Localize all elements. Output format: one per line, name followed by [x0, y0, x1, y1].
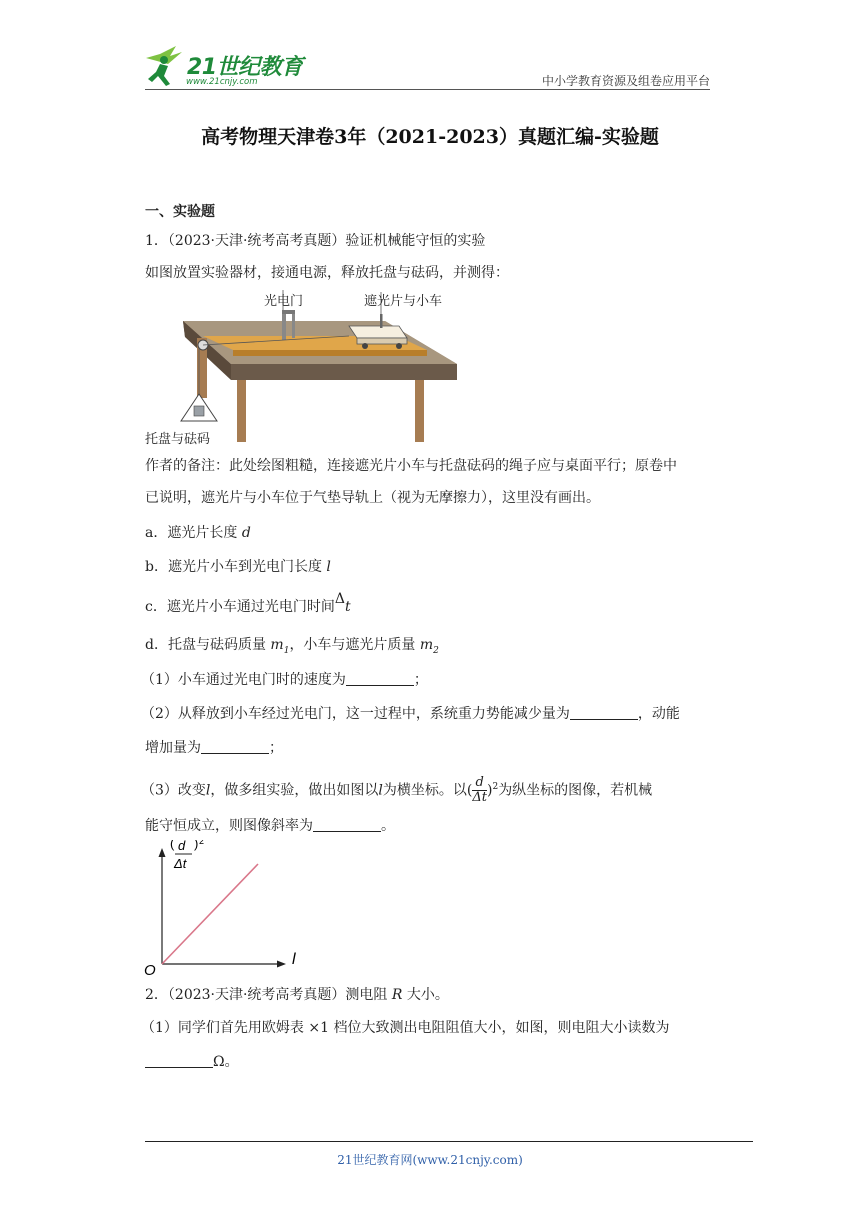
sub2-text: （2）从释放到小车经过光电门，这一过程中，系统重力势能减少量为 — [141, 706, 570, 722]
item-d-text: d．托盘与砝码质量 — [145, 637, 266, 653]
answer-blank-1[interactable] — [346, 671, 414, 686]
l-graph — [140, 840, 310, 984]
sub2-line2-post: ； — [269, 740, 283, 756]
frac-den: Δt — [472, 790, 487, 805]
y-paren-open: ( — [170, 840, 175, 851]
answer-blank-4[interactable] — [313, 817, 381, 832]
answer-blank-3[interactable] — [201, 739, 269, 754]
var-delta: Δ — [334, 591, 345, 607]
sub-2: 2 — [433, 645, 439, 656]
frac-num: d — [472, 776, 487, 791]
sub1-text: （1）小车通过光电门时的速度为 — [141, 672, 346, 688]
platform-label: 中小学教育资源及组卷应用平台 — [541, 74, 710, 88]
q2-source — [145, 985, 449, 1005]
q1-item-a — [145, 523, 251, 543]
page-title: 高考物理天津卷3年（2021-2023）真题汇编-实验题 — [201, 126, 659, 148]
logo-icon — [140, 44, 188, 92]
sub-1: 1 — [283, 645, 290, 656]
sub1-post: ； — [413, 672, 428, 688]
q1-sub3: （3）改变l，做多组实验，做出如图以l为横坐标。以( $\frac{d}{\Delta t}$ )$^2$为纵坐标的图像，若机械 — [141, 775, 653, 805]
q1-sub2 — [141, 704, 680, 724]
var-l: l — [326, 559, 331, 575]
sub3-text: （3）改变 — [141, 782, 206, 799]
item-d-mid: ，小车与遮光片质量 — [289, 637, 416, 653]
footer-text: 21世纪教育网(www.21cnjy.com) — [337, 1153, 523, 1167]
y-paren-close: ) — [194, 840, 199, 851]
item-c-text: c．遮光片小车通过光电门时间 — [145, 599, 335, 615]
q1-intro: 如图放置实验器材，接通电源，释放托盘与砝码，并测得： — [145, 265, 509, 281]
q1-note-line1: 作者的备注：此处绘图粗糙，连接遮光片小车与托盘砝码的绳子应与桌面平行；原卷中 — [145, 458, 677, 474]
gate-label: 光电门 — [264, 294, 304, 309]
var-m2: m — [419, 637, 434, 653]
q1-note-line2: 已说明，遮光片与小车位于气垫导轨上（视为无摩擦力），这里没有画出。 — [145, 490, 600, 506]
q2-unit: Ω。 — [213, 1054, 239, 1070]
sub3-post: 为纵坐标的图像，若机械 — [498, 782, 653, 799]
var-R: R — [391, 987, 403, 1003]
sub2-line2-text: 增加量为 — [145, 740, 201, 756]
origin-label: O — [144, 962, 156, 979]
q2-source-post: 大小。 — [406, 987, 449, 1003]
var-l-3: l — [378, 782, 383, 799]
answer-blank-2[interactable] — [570, 705, 638, 720]
sub3-line2-post: 。 — [381, 818, 395, 834]
x-axis-label: l — [292, 951, 296, 968]
section-heading: 一、实验题 — [145, 204, 215, 220]
q2-source-text: 2．（2023·天津·统考高考真题）测电阻 — [145, 987, 388, 1003]
sub3-mid2: 为横坐标。以 — [382, 782, 467, 799]
logo-url: www.21cnjy.com — [186, 77, 258, 87]
y-num: d — [178, 840, 186, 853]
q2-sub1-line2 — [145, 1052, 239, 1072]
header-divider — [145, 89, 710, 90]
q1-sub2-line2 — [145, 738, 283, 758]
var-l-2: l — [205, 782, 211, 799]
item-a-text: a．遮光片长度 — [145, 525, 238, 541]
q2-sub1: （1）同学们首先用欧姆表 ×1 档位大致测出电阻阻值大小，如图，则电阻大小读数为 — [141, 1020, 670, 1036]
sub3-line2-text: 能守恒成立，则图像斜率为 — [145, 818, 313, 834]
sub2-post: ，动能 — [637, 706, 680, 722]
answer-blank-5[interactable] — [145, 1053, 213, 1068]
q1-item-d — [145, 635, 439, 661]
sub3-mid: ，做多组实验，做出如图以 — [210, 782, 379, 799]
y-exp: 2 — [199, 840, 205, 846]
q1-item-c — [145, 591, 351, 617]
tray-label: 托盘与砝码 — [145, 432, 211, 447]
item-b-text: b．遮光片小车到光电门长度 — [145, 559, 322, 575]
footer-divider — [145, 1141, 753, 1142]
apparatus-figure — [145, 288, 465, 450]
var-d: d — [241, 525, 251, 541]
q1-item-b — [145, 557, 331, 577]
logo-text: 21世纪教育 — [187, 55, 303, 80]
var-m1: m — [270, 637, 284, 653]
fraction-d-over-dt — [472, 776, 487, 805]
q1-sub1 — [141, 670, 428, 690]
cart-label: 遮光片与小车 — [364, 294, 443, 309]
y-den: Δt — [174, 856, 187, 871]
graph-line — [162, 864, 258, 964]
q1-source: 1．（2023·天津·统考高考真题）验证机械能守恒的实验 — [145, 233, 486, 249]
var-t: t — [344, 599, 351, 615]
q1-sub3-line2 — [145, 816, 395, 836]
